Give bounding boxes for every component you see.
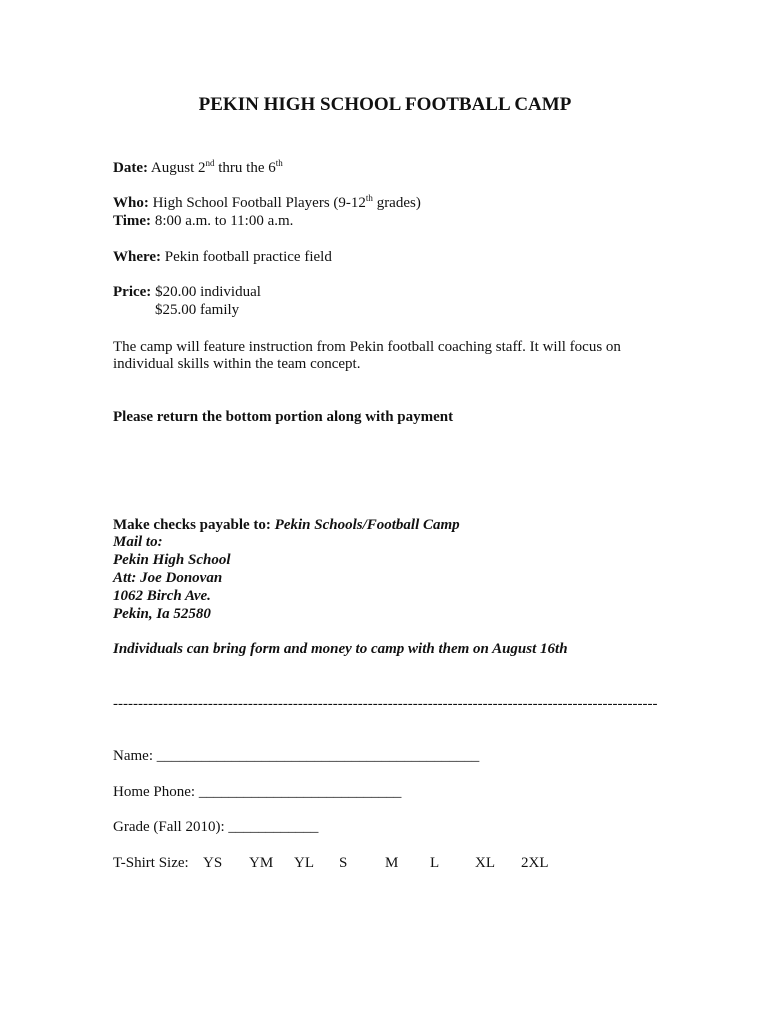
who-label: Who: (113, 195, 149, 211)
size-option-s[interactable]: S (339, 855, 348, 871)
cut-line-divider: ------------------------------------------------------------------------------------------------------------- (113, 696, 658, 712)
checks-line (113, 516, 460, 534)
date-line (113, 159, 283, 177)
tshirt-size-label: T-Shirt Size: (113, 855, 189, 871)
who-text-b: grades) (372, 195, 421, 211)
size-option-l[interactable]: L (430, 855, 440, 871)
size-option-m[interactable]: M (385, 855, 399, 871)
who-sup: th (365, 193, 373, 203)
description-line-1: The camp will feature instruction from Pekin football coaching staff. It will focus on (113, 339, 621, 355)
tshirt-size-row (113, 854, 549, 872)
home-phone-field[interactable]: Home Phone: ___________________________ (113, 784, 402, 800)
date-text-a: August 2 (150, 160, 206, 176)
time-label: Time: (113, 213, 152, 229)
return-note-text: Please return the bottom portion along with payment (113, 409, 454, 425)
name-field[interactable]: Name: ___________________________________________ (113, 748, 480, 764)
price-line (113, 283, 261, 301)
size-option-xl[interactable]: XL (475, 855, 495, 871)
size-option-yl[interactable]: YL (294, 855, 314, 871)
size-option-ym[interactable]: YM (249, 855, 274, 871)
checks-payee: Pekin Schools/Football Camp (274, 517, 460, 533)
page-title: PEKIN HIGH SCHOOL FOOTBALL CAMP (198, 94, 572, 115)
checks-label: Make checks payable to: (113, 517, 271, 533)
time-line (113, 212, 293, 230)
price-individual: $20.00 individual (155, 284, 261, 300)
address-line-2: Att: Joe Donovan (113, 570, 223, 586)
grade-field[interactable]: Grade (Fall 2010): ____________ (113, 819, 319, 835)
date-sup-a: nd (205, 158, 215, 168)
description-line-2: individual skills within the team concept. (113, 356, 361, 372)
size-option-2xl[interactable]: 2XL (521, 855, 549, 871)
individuals-note: Individuals can bring form and money to camp with them on August 16th (113, 641, 568, 657)
date-label: Date: (113, 160, 148, 176)
date-text-b: thru the 6 (214, 160, 276, 176)
who-text-a: High School Football Players (9-12 (152, 195, 366, 211)
address-line-1: Pekin High School (113, 552, 231, 568)
time-value: 8:00 a.m. to 11:00 a.m. (154, 213, 294, 229)
mail-to-label: Mail to: (113, 534, 163, 550)
address-line-3: 1062 Birch Ave. (113, 588, 211, 604)
price-label: Price: (113, 284, 152, 300)
where-value: Pekin football practice field (164, 249, 332, 265)
return-note (113, 408, 453, 426)
date-sup-b: th (275, 158, 283, 168)
who-line (113, 194, 421, 212)
price-family: $25.00 family (155, 302, 240, 318)
where-line (113, 248, 332, 266)
where-label: Where: (113, 249, 162, 265)
address-line-4: Pekin, Ia 52580 (113, 606, 211, 622)
size-option-ys[interactable]: YS (203, 855, 223, 871)
